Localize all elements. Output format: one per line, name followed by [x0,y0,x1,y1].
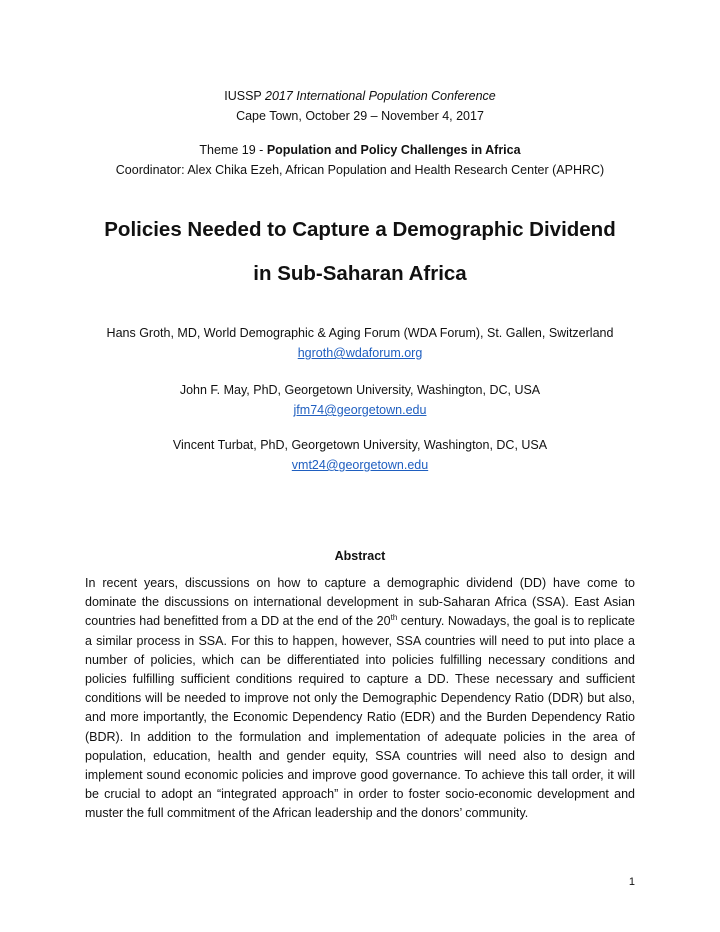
paper-title-line-2: in Sub-Saharan Africa [253,262,467,285]
theme-line: Theme 19 - Population and Policy Challenges in Africa [199,143,521,157]
author-affiliation: Hans Groth, MD, World Demographic & Aging Forum (WDA Forum), St. Gallen, Switzerland [106,326,614,340]
coordinator-line: Coordinator: Alex Chika Ezeh, African Population and Health Research Center (APHRC) [115,163,605,177]
paper-title-line-1: Policies Needed to Capture a Demographic Dividend [104,218,616,241]
conference-line-1: IUSSP 2017 International Population Conference [224,89,496,103]
author-email-link[interactable]: jfm74@georgetown.edu [293,403,427,417]
theme-info [0,140,720,180]
abstract-body: In recent years, discussions on how to capture a demographic dividend (DD) have come to dominate the discussions on international development in sub-Saharan Africa (SSA). East Asian countries had benefitted from a DD at the end of the 20th century. Nowadays, the goal is to replicate a similar process in SSA. For this to happen, however, SSA countries will need to put into place a number of policies, which can be differentiated into policies fulfilling necessary conditions and policies fulfilling sufficient conditions required to capture a DD. These necessary and sufficient conditions will be needed to improve not only the Demographic Dependency Ratio (DDR) but also, and more importantly, the Economic Dependency Ratio (EDR) and the Burden Dependency Ratio (BDR). In addition to the formulation and implementation of adequate policies in the area of population, education, health and gender equity, SSA countries will need also to design and implement sound economic policies and improve good governance. To achieve this tall order, it will be crucial to adopt an “integrated approach” in order to foster socio-economic development and muster the full commitment of the African leadership and the donors’ community. [85,576,635,821]
author-1 [0,323,720,363]
author-affiliation: John F. May, PhD, Georgetown University, Washington, DC, USA [179,383,541,397]
author-email-link[interactable]: vmt24@georgetown.edu [291,458,429,472]
abstract-heading: Abstract [334,549,386,563]
conference-name: 2017 International Population Conference [265,89,496,103]
author-2 [0,380,720,420]
page-number: 1 [628,876,635,888]
superscript-th: th [390,613,398,623]
author-3 [0,435,720,475]
author-email-link[interactable]: hgroth@wdaforum.org [297,346,423,360]
author-affiliation: Vincent Turbat, PhD, Georgetown University, Washington, DC, USA [172,438,548,452]
theme-title: Population and Policy Challenges in Africa [266,143,521,157]
conference-dates: Cape Town, October 29 – November 4, 2017 [236,109,484,123]
conference-info [0,86,720,126]
paper-title [0,208,720,296]
